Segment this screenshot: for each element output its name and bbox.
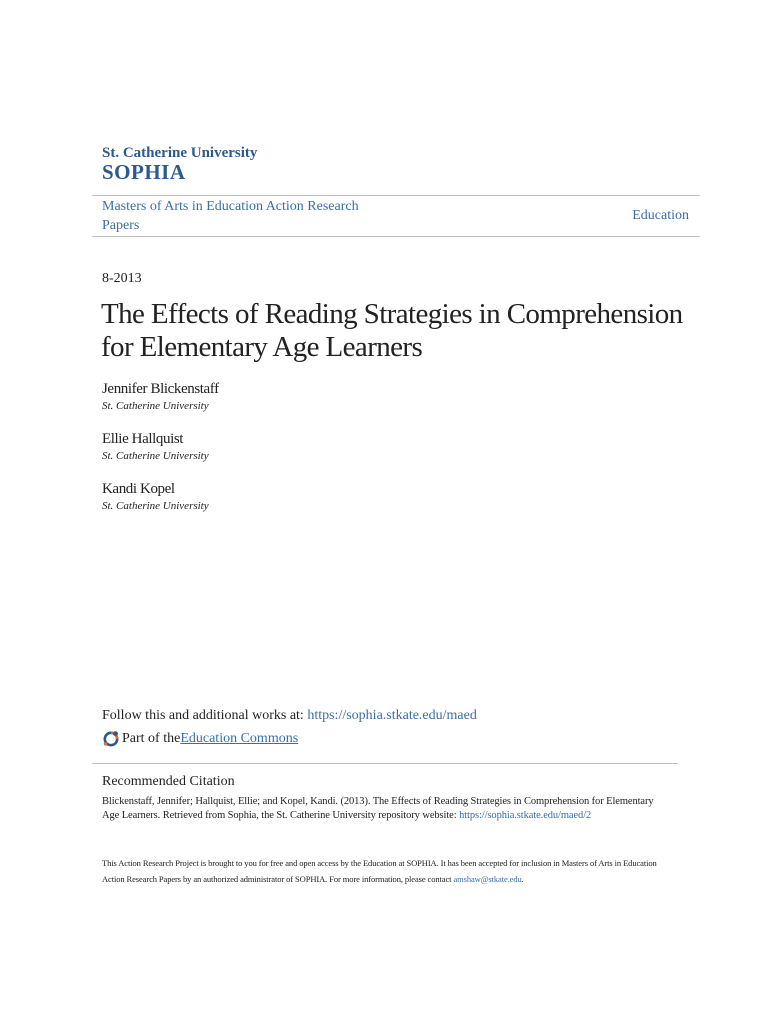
author-name: Kandi Kopel [102,481,175,497]
author-affiliation: St. Catherine University [102,450,209,462]
citation-url-link[interactable]: https://sophia.stkate.edu/maed/2 [459,810,592,821]
access-note [102,855,668,887]
institution-name: St. Catherine University [102,145,258,161]
divider-citation [92,763,678,764]
author-name: Jennifer Blickenstaff [102,381,219,397]
divider-series [92,236,700,237]
contact-email-link[interactable]: amshaw@stkate.edu [453,874,522,884]
citation-text: Blickenstaff, Jennifer; Hallquist, Ellie; and Kopel, Kandi. (2013). The Effects of Reading Strategies in Comprehension for Elementary Age Learners. Retrieved from Sophia, the St. Catherine University repository website: [102,796,654,821]
access-note-text: This Action Research Project is brought to you for free and open access by the Education at SOPHIA. It has been accepted for inclusion in Masters of Arts in Education Action Research Papers by an authorized administrator of SOPHIA. For more information, please contact [102,858,657,884]
author-entry [102,480,209,514]
publication-date: 8-2013 [102,271,142,286]
commons-line [102,729,298,749]
author-name: Ellie Hallquist [102,431,184,447]
access-note-end: . [521,874,524,884]
education-commons-link[interactable]: Education Commons [180,731,299,746]
author-affiliation: St. Catherine University [102,500,209,512]
divider-top [92,195,700,196]
part-of-label: Part of the [122,731,181,746]
network-commons-icon [102,730,120,748]
discipline-link[interactable]: Education [632,208,689,223]
series-link[interactable]: Masters of Arts in Education Action Research Papers [102,199,359,233]
follow-url-link[interactable]: https://sophia.stkate.edu/maed [307,708,477,723]
repository-name: SOPHIA [102,160,186,184]
paper-title: The Effects of Reading Strategies in Comprehension for Elementary Age Learners [101,298,683,363]
author-entry [102,380,219,414]
citation-heading: Recommended Citation [102,774,235,789]
citation-block [102,795,668,823]
follow-line [102,707,477,725]
follow-label: Follow this and additional works at: [102,708,308,723]
author-entry [102,430,209,464]
author-affiliation: St. Catherine University [102,400,209,412]
